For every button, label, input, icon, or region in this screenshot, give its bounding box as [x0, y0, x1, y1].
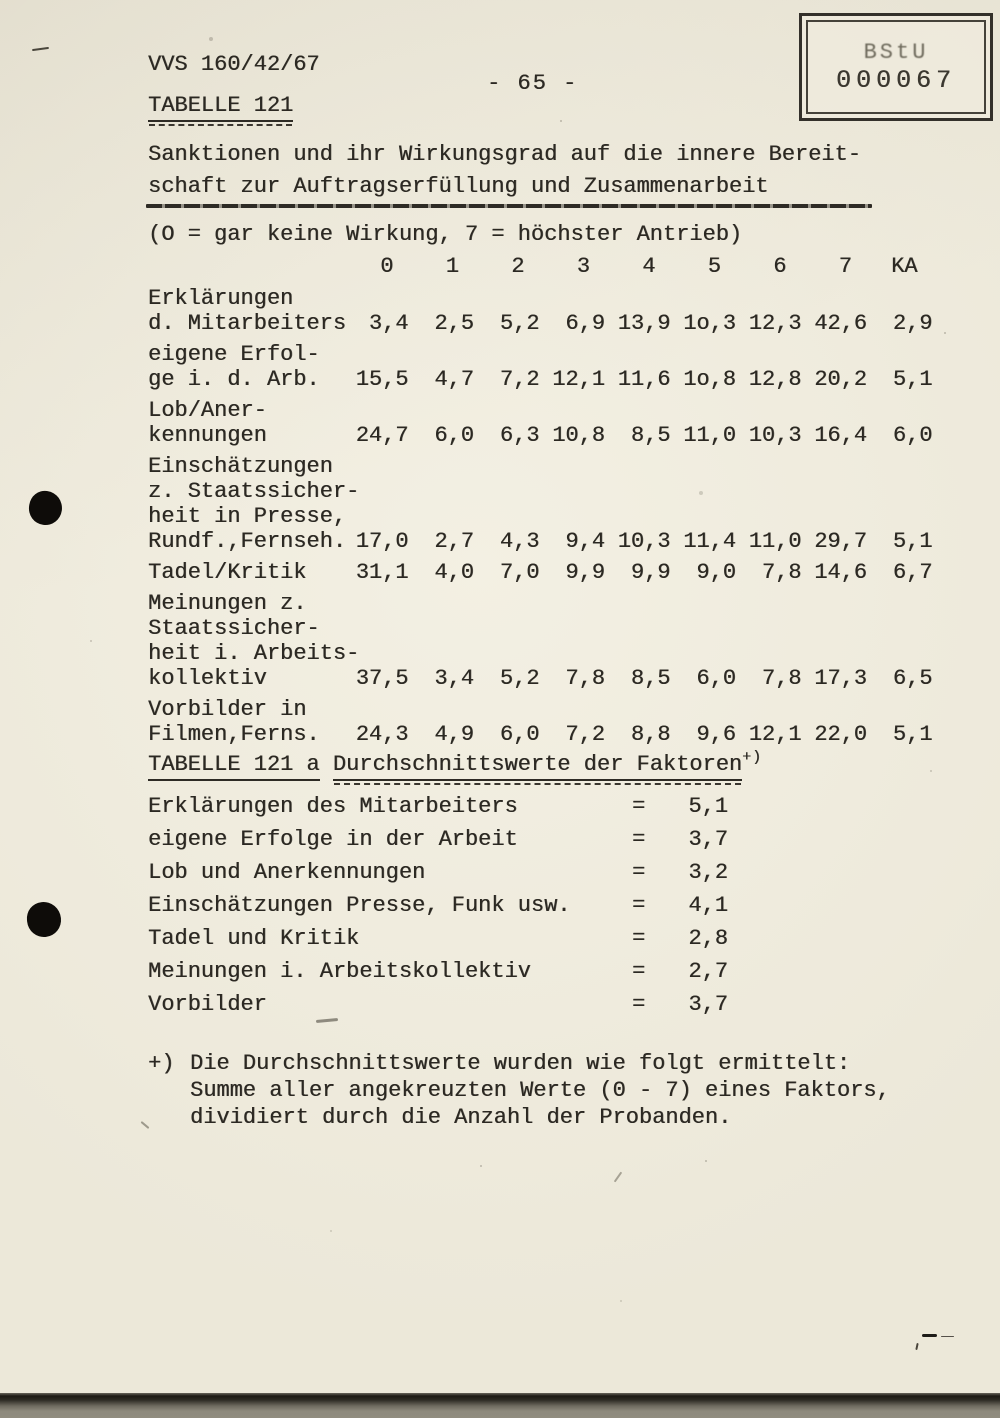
table-cell: 9,0: [696, 560, 736, 585]
table-cell: 6,5: [892, 666, 933, 691]
table-cell: 2,9: [892, 311, 933, 336]
title-line-1: Sanktionen und ihr Wirkungsgrad auf die innere Bereit-: [148, 142, 861, 167]
row-label: Einschätzungen z. Staatssicher- heit in Presse, Rundf.,Fernseh.: [148, 454, 360, 554]
column-header: 0: [380, 254, 394, 279]
table-cell: 5,2: [499, 311, 540, 336]
table-cell: 6,7: [892, 560, 933, 585]
title-rule: [146, 204, 872, 208]
equals-sign: =: [632, 893, 646, 918]
table-cell: 7,8: [761, 666, 802, 691]
pencil-mark: [614, 1172, 623, 1183]
average-value: 5,1: [688, 794, 728, 819]
table-cell: 9,6: [696, 722, 736, 747]
table-cell: 1o,8: [683, 367, 736, 392]
list-item: Meinungen i. Arbeitskollektiv = 2,7: [148, 955, 728, 988]
list-item: Einschätzungen Presse, Funk usw. = 4,1: [148, 889, 728, 922]
table-row: [148, 286, 935, 336]
averages-list: [148, 790, 728, 1021]
table-cell: 9,9: [565, 560, 605, 585]
table-cell: 10,3: [617, 529, 671, 554]
pen-mark: [32, 47, 49, 51]
table-121: [148, 254, 935, 747]
title-line-2: schaft zur Auftragserfüllung und Zusammenarbeit: [148, 174, 769, 199]
column-header: 1: [445, 254, 459, 279]
table-cell: 7,2: [565, 722, 605, 747]
table-header-row: [148, 254, 935, 280]
document-title: [148, 139, 861, 203]
equals-sign: =: [632, 827, 646, 852]
table-cell: 17,3: [814, 666, 867, 691]
table-cell: 16,4: [814, 423, 867, 448]
table-cell: 37,5: [355, 666, 409, 691]
table-cell: 12,1: [748, 722, 802, 747]
table-cell: 4,3: [499, 529, 540, 554]
stamp-number: 000067: [835, 65, 956, 95]
table-row: [148, 398, 935, 448]
footnote-reference-marker: +): [742, 749, 763, 766]
row-label: Meinungen z. Staatssicher- heit i. Arbeits- kollektiv: [148, 591, 360, 691]
table-row: [148, 454, 935, 554]
hole-punch: [27, 489, 64, 527]
list-item: Lob und Anerkennungen = 3,2: [148, 856, 728, 889]
table-cell: 11,0: [748, 529, 802, 554]
table-121-heading-text: TABELLE 121: [148, 93, 293, 122]
table-cell: 2,7: [434, 529, 474, 554]
table-cell: 22,0: [814, 722, 867, 747]
table-cell: 1o,3: [683, 311, 736, 336]
table-cell: 42,6: [814, 311, 867, 336]
table-cell: 13,9: [617, 311, 671, 336]
table-cell: 5,1: [892, 722, 933, 747]
hole-punch: [25, 900, 62, 938]
table-cell: 4,0: [434, 560, 474, 585]
column-header: 2: [511, 254, 525, 279]
paper-specks: [0, 0, 2, 2]
pencil-mark: [915, 1343, 918, 1350]
pencil-mark: [922, 1334, 937, 1337]
average-value: 4,1: [688, 893, 728, 918]
average-value: 2,7: [688, 959, 728, 984]
table-cell: 10,3: [748, 423, 802, 448]
table-cell: 4,7: [434, 367, 474, 392]
table-cell: 5,1: [892, 529, 933, 554]
column-header: 3: [576, 254, 590, 279]
footnote-marker: +): [148, 1051, 175, 1076]
table-cell: 3,4: [434, 666, 474, 691]
table-cell: 31,1: [355, 560, 409, 585]
column-header: 4: [642, 254, 656, 279]
table-cell: 11,0: [683, 423, 736, 448]
row-label: eigene Erfol- ge i. d. Arb.: [148, 342, 320, 392]
table-row: [148, 560, 935, 585]
table-cell: 6,9: [565, 311, 605, 336]
average-value: 3,7: [688, 827, 728, 852]
scan-edge-shadow: [0, 1393, 1000, 1418]
table-121a-subheading: Durchschnittswerte der Faktoren: [333, 752, 742, 781]
table-header-spacer: [148, 254, 345, 280]
table-cell: 3,4: [368, 311, 409, 336]
table-cell: 11,6: [617, 367, 671, 392]
classification-reference: VVS 160/42/67: [148, 52, 320, 77]
table-cell: 5,1: [892, 367, 933, 392]
table-cell: 6,0: [892, 423, 933, 448]
table-cell: 12,1: [552, 367, 605, 392]
column-header: 5: [707, 254, 721, 279]
table-cell: 7,0: [499, 560, 540, 585]
column-header: 7: [838, 254, 852, 279]
table-121a-heading: [148, 749, 763, 781]
equals-sign: =: [632, 926, 646, 951]
column-header: 6: [773, 254, 787, 279]
table-cell: 24,3: [355, 722, 409, 747]
row-label: Tadel/Kritik: [148, 560, 307, 585]
table-121a-heading-text: TABELLE 121 a: [148, 752, 320, 781]
table-cell: 7,2: [499, 367, 540, 392]
table-cell: 20,2: [814, 367, 867, 392]
row-label: Vorbilder in Filmen,Ferns.: [148, 697, 320, 747]
equals-sign: =: [632, 860, 646, 885]
table-cell: 15,5: [355, 367, 409, 392]
table-cell: 2,5: [434, 311, 474, 336]
table-cell: 14,6: [814, 560, 867, 585]
row-label: Lob/Aner- kennungen: [148, 398, 267, 448]
table-cell: 29,7: [814, 529, 867, 554]
row-label: Erklärungen d. Mitarbeiters: [148, 286, 347, 336]
table-cell: 11,4: [683, 529, 736, 554]
table-cell: 12,8: [748, 367, 802, 392]
list-item: Erklärungen des Mitarbeiters = 5,1: [148, 790, 728, 823]
archive-stamp-inner-frame: [806, 20, 986, 114]
table-cell: 9,4: [565, 529, 605, 554]
archive-stamp: [799, 13, 993, 121]
equals-sign: =: [632, 794, 646, 819]
pencil-mark: [316, 1018, 338, 1023]
table-121-heading: [148, 93, 293, 122]
column-header: KA: [891, 254, 918, 279]
table-row: [148, 342, 935, 392]
average-value: 3,2: [688, 860, 728, 885]
equals-sign: =: [632, 959, 646, 984]
scale-legend: (O = gar keine Wirkung, 7 = höchster Antrieb): [148, 222, 743, 247]
table-cell: 7,8: [565, 666, 605, 691]
list-item: eigene Erfolge in der Arbeit = 3,7: [148, 823, 728, 856]
table-cell: 5,2: [499, 666, 540, 691]
table-cell: 4,9: [434, 722, 474, 747]
table-cell: 6,0: [434, 423, 474, 448]
table-cell: 6,0: [499, 722, 540, 747]
table-row: [148, 697, 935, 747]
table-cell: 8,5: [630, 423, 671, 448]
average-value: 3,7: [688, 992, 728, 1017]
footnote-text: Die Durchschnittswerte wurden wie folgt ermittelt: Summe aller angekreuzten Werte (0 - 7) eines Faktors, dividiert durch die Anzahl der Probanden.: [190, 1051, 890, 1130]
table-cell: 17,0: [355, 529, 409, 554]
table-cell: 10,8: [552, 423, 605, 448]
stamp-org-label: BStU: [863, 39, 929, 65]
table-cell: 6,3: [499, 423, 540, 448]
table-cell: 24,7: [355, 423, 409, 448]
table-cell: 6,0: [696, 666, 736, 691]
table-cell: 7,8: [761, 560, 802, 585]
table-cell: 9,9: [630, 560, 671, 585]
list-item: Vorbilder = 3,7: [148, 988, 728, 1021]
footnote: [148, 1050, 890, 1131]
table-cell: 12,3: [748, 311, 802, 336]
average-value: 2,8: [688, 926, 728, 951]
table-cell: 8,5: [630, 666, 671, 691]
page-number: - 65 -: [487, 71, 579, 96]
table-row: [148, 591, 935, 691]
table-cell: 8,8: [630, 722, 671, 747]
equals-sign: =: [632, 992, 646, 1017]
list-item: Tadel und Kritik = 2,8: [148, 922, 728, 955]
